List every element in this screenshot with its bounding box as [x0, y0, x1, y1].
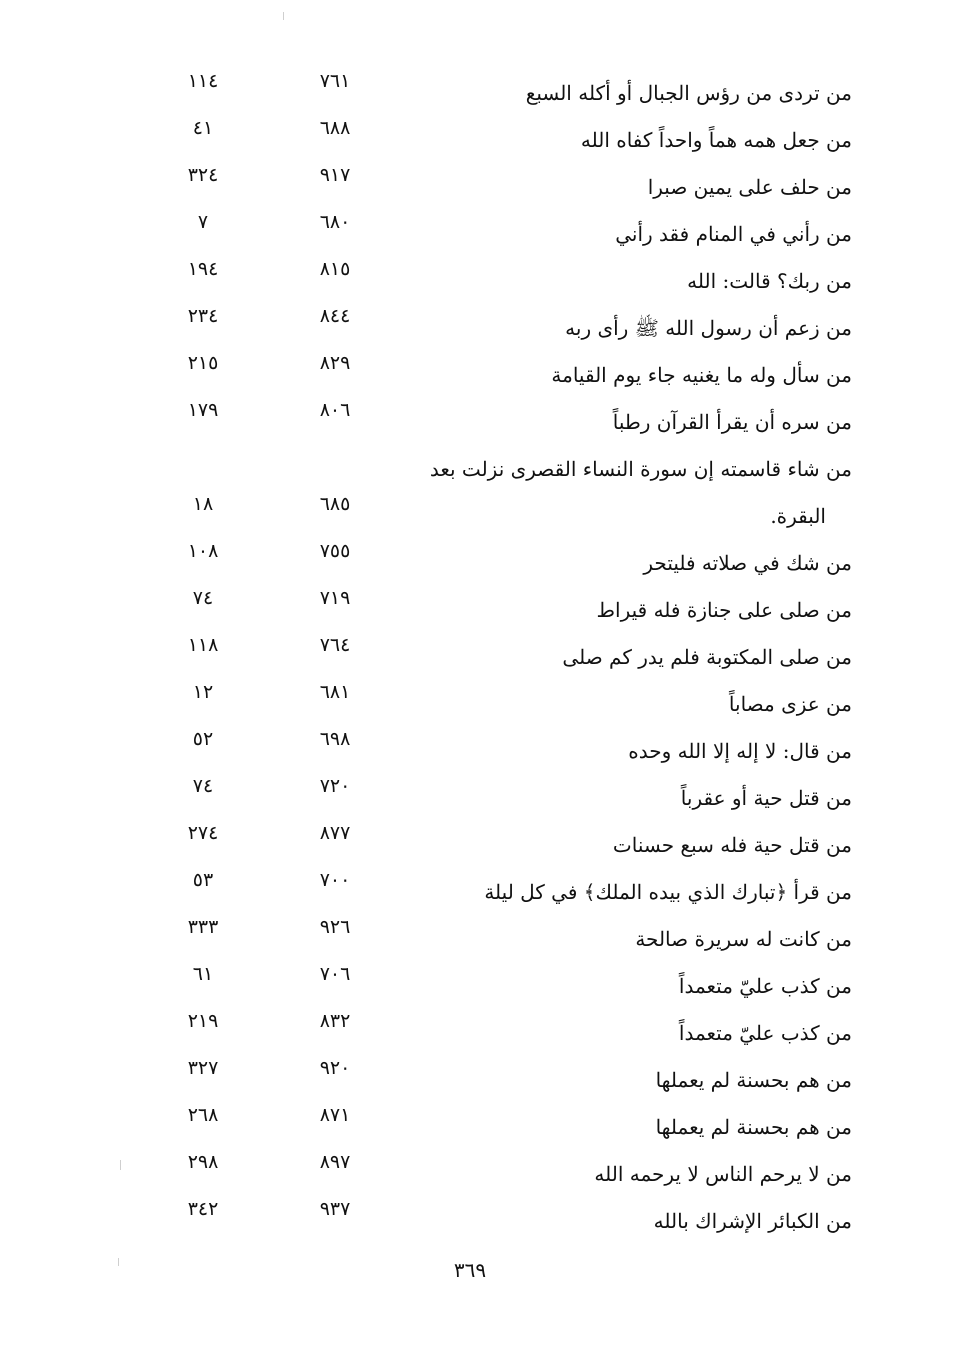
page-reference: ٧٤ — [192, 587, 214, 609]
reference-number: ٦٨٥ — [319, 493, 351, 515]
reference-number: ٧٠٠ — [319, 869, 351, 891]
hadith-text: من الكبائر الإشراك بالله — [653, 1209, 852, 1233]
reference-number: ٦٨٨ — [319, 117, 351, 139]
reference-number: ٦٨١ — [319, 681, 351, 703]
reference-number: ٨٣٢ — [319, 1010, 351, 1032]
page-number: ٣٦٩ — [453, 1258, 487, 1282]
page-reference: ١٨ — [192, 493, 214, 515]
hadith-text: من جعل همه هماً واحداً كفاه الله — [580, 128, 852, 152]
reference-number: ٧٦٤ — [319, 634, 351, 656]
hadith-text: من عزى مصاباً — [728, 692, 852, 716]
page-reference: ٣٣٣ — [187, 916, 219, 938]
reference-number: ٨١٥ — [319, 258, 351, 280]
hadith-text: من سره أن يقرأ القرآن رطباً — [612, 410, 852, 434]
index-row — [150, 395, 860, 442]
page-reference: ٥٢ — [192, 728, 214, 750]
hadith-text-continuation: البقرة. — [770, 504, 826, 528]
hadith-text: من زعم أن رسول الله ﷺ رأى ربه — [565, 316, 852, 340]
hadith-text: من هم بحسنة لم يعملها — [655, 1115, 852, 1139]
page-reference: ١٢ — [192, 681, 214, 703]
reference-number: ٨٩٧ — [319, 1151, 351, 1173]
index-row — [150, 677, 860, 724]
index-row — [150, 66, 860, 113]
hadith-text: من لا يرحم الناس لا يرحمه الله — [594, 1162, 852, 1186]
page-reference: ١٠٨ — [187, 540, 219, 562]
hadith-text: من حلف على يمين صبرا — [647, 175, 852, 199]
index-row — [150, 1006, 860, 1053]
page-reference: ٣٢٧ — [187, 1057, 219, 1079]
scan-mark — [118, 1258, 119, 1266]
reference-number: ٨٤٤ — [319, 305, 351, 327]
hadith-text-line: من شاء قاسمته إن سورة النساء القصرى نزلت بعد — [429, 457, 852, 481]
page-reference: ٢١٩ — [187, 1010, 219, 1032]
page-reference: ٥٣ — [192, 869, 214, 891]
index-row — [150, 630, 860, 677]
hadith-text: من كذب عليّ متعمداً — [678, 1021, 852, 1045]
page-reference: ٣٢٤ — [187, 164, 219, 186]
index-row — [150, 818, 860, 865]
index-row — [150, 1053, 860, 1100]
hadith-text: من صلى على جنازة فله قيراط — [596, 598, 852, 622]
page-reference: ١١٤ — [187, 70, 219, 92]
index-row — [150, 348, 860, 395]
hadith-text: من كانت له سريرة صالحة — [635, 927, 852, 951]
reference-number: ٨٧٧ — [319, 822, 351, 844]
reference-number: ٨٢٩ — [319, 352, 351, 374]
page-reference: ٧٤ — [192, 775, 214, 797]
reference-number: ٦٩٨ — [319, 728, 351, 750]
page-reference: ٢٣٤ — [187, 305, 219, 327]
index-row — [150, 160, 860, 207]
reference-number: ٩١٧ — [319, 164, 351, 186]
hadith-text: من قال: لا إله إلا الله وحده — [628, 739, 852, 763]
page-reference: ١٩٤ — [187, 258, 219, 280]
hadith-text: من تردى من رؤس الجبال أو أكله السبع — [525, 81, 852, 105]
index-row — [150, 771, 860, 818]
page-reference: ٧ — [197, 211, 209, 233]
reference-number: ٧٢٠ — [319, 775, 351, 797]
index-row — [150, 536, 860, 583]
reference-number: ٨٠٦ — [319, 399, 351, 421]
reference-number: ٦٨٠ — [319, 211, 351, 233]
reference-number: ٧٠٦ — [319, 963, 351, 985]
index-row — [150, 583, 860, 630]
index-row — [150, 254, 860, 301]
hadith-text: من هم بحسنة لم يعملها — [655, 1068, 852, 1092]
index-row — [150, 1100, 860, 1147]
reference-number: ٧٥٥ — [319, 540, 351, 562]
page-reference: ١٧٩ — [187, 399, 219, 421]
page-reference: ٢٦٨ — [187, 1104, 219, 1126]
scan-mark — [120, 1160, 121, 1170]
page-reference: ١١٨ — [187, 634, 219, 656]
hadith-text: من صلى المكتوبة فلم يدر كم صلى — [562, 645, 852, 669]
reference-number: ٩٣٧ — [319, 1198, 351, 1220]
reference-number: ٨٧١ — [319, 1104, 351, 1126]
page-reference: ٦١ — [192, 963, 214, 985]
index-row — [150, 442, 860, 536]
index-row — [150, 959, 860, 1006]
hadith-text: من قتل حية أو عقرباً — [680, 786, 852, 810]
hadith-text: من سأل وله ما يغنيه جاء يوم القيامة — [551, 363, 852, 387]
page-reference: ٢١٥ — [187, 352, 219, 374]
index-row — [150, 1194, 860, 1241]
hadith-text — [392, 446, 852, 540]
index-row — [150, 724, 860, 771]
reference-number: ٧٦١ — [319, 70, 351, 92]
hadith-index-table — [150, 66, 860, 1241]
hadith-text: من قتل حية فله سبع حسنات — [612, 833, 852, 857]
hadith-text: من كذب عليّ متعمداً — [678, 974, 852, 998]
index-row — [150, 207, 860, 254]
page-reference: ٢٩٨ — [187, 1151, 219, 1173]
hadith-text: من رأني في المنام فقد رأني — [615, 222, 852, 246]
page-reference: ٤١ — [192, 117, 214, 139]
index-row — [150, 301, 860, 348]
reference-number: ٩٢٠ — [319, 1057, 351, 1079]
page-reference: ٢٧٤ — [187, 822, 219, 844]
hadith-text: من ربك؟ قالت: الله — [687, 269, 852, 293]
reference-number: ٩٢٦ — [319, 916, 351, 938]
index-row — [150, 912, 860, 959]
hadith-text: من قرأ ﴿تبارك الذي بيده الملك﴾ في كل ليلة — [484, 880, 852, 904]
page-reference: ٣٤٢ — [187, 1198, 219, 1220]
index-row — [150, 865, 860, 912]
index-row — [150, 1147, 860, 1194]
reference-number: ٧١٩ — [319, 587, 351, 609]
scan-mark — [283, 12, 284, 20]
index-row — [150, 113, 860, 160]
hadith-text: من شك في صلاته فليتحر — [643, 551, 852, 575]
